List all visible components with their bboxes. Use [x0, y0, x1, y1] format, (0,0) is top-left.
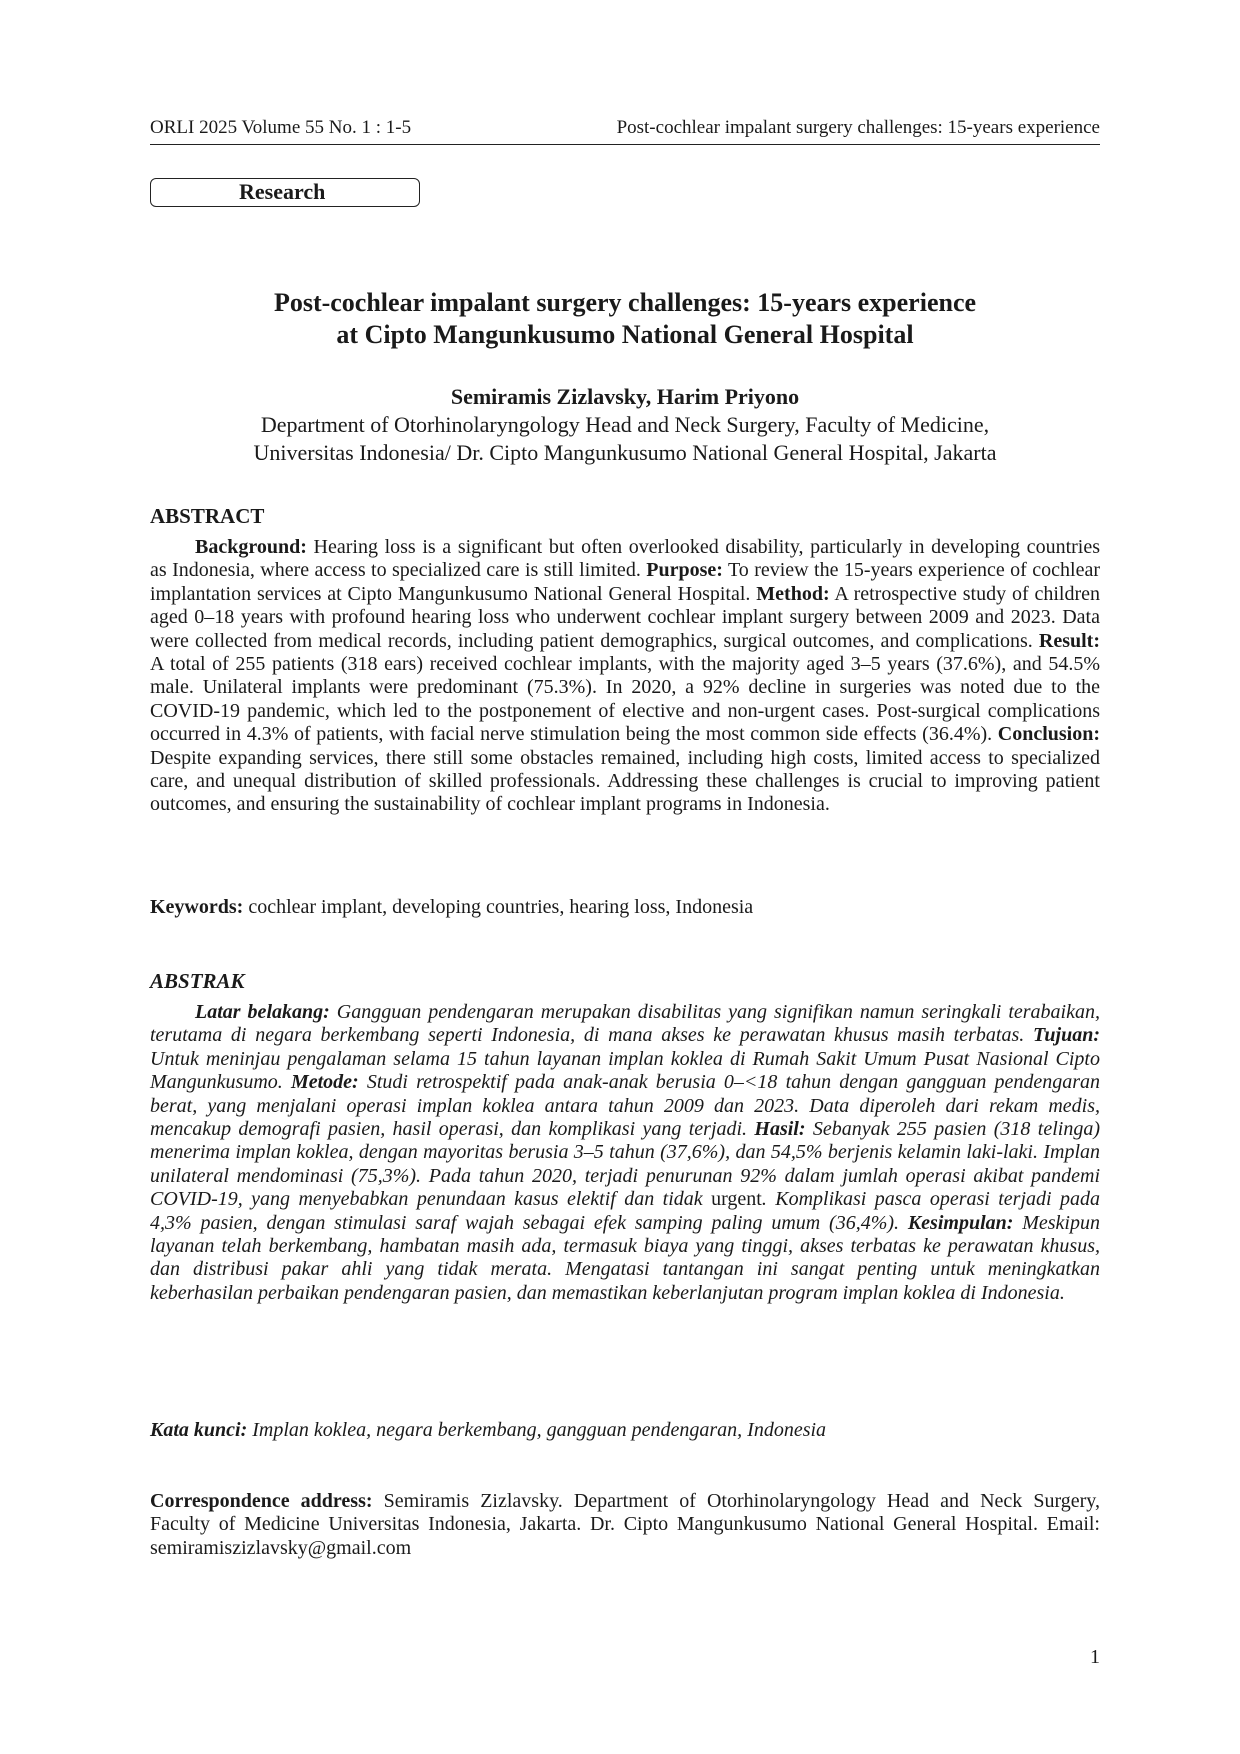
title-line-1: Post-cochlear impalant surgery challenges: 15-years experience [273, 288, 977, 317]
title-line-2: at Cipto Mangunkusumo National General Hospital [336, 320, 914, 349]
kata-kunci-label: Kata kunci: [150, 1419, 248, 1441]
article-type-badge: Research [150, 178, 420, 207]
hasil-text-b: . Komplikasi pasca operasi terjadi pada 4,3% pasien, dengan stimulasi saraf wajah sebagai efek samping paling umum (36,4%). [150, 1188, 1100, 1234]
hasil-label: Hasil: [754, 1118, 806, 1141]
metode-label: Metode: [290, 1071, 359, 1094]
tujuan-label: Tujuan: [1032, 1024, 1100, 1047]
tujuan-text: Untuk meninjau pengalaman selama 15 tahun layanan implan koklea di Rumah Sakit Umum Pusat Nasional Cipto Mangunkusumo. [150, 1047, 1100, 1094]
correspondence-label: Correspondence address: [150, 1490, 373, 1512]
result-label: Result: [1038, 629, 1100, 652]
hasil-urgent-word: urgent [711, 1188, 762, 1211]
abstrak-body [150, 1001, 1100, 1305]
conclusion-label: Conclusion: [997, 723, 1100, 746]
method-text: A retrospective study of children aged 0–18 years with profound hearing loss who underwent cochlear implant surgery between 2009 and 2023. Data were collected from medical records, including patient demographics, surgical outcomes, and complications. [150, 582, 1100, 652]
author-list: Semiramis Zizlavsky, Harim Priyono [450, 384, 800, 409]
affiliation-line-1: Department of Otorhinolaryngology Head and Neck Surgery, Faculty of Medicine, [260, 412, 990, 437]
metode-text: Studi retrospektif pada anak-anak berusia 0–<18 tahun dengan gangguan pendengaran berat, yang menjalani operasi implan koklea antara tahun 2009 dan 2023. Data diperoleh dari rekam medis, mencakup demografi pasien, hasil operasi, dan komplikasi yang terjadi. [150, 1071, 1101, 1141]
kata-kunci-text: Implan koklea, negara berkembang, gangguan pendengaran, Indonesia [247, 1419, 827, 1441]
header-journal-info: ORLI 2025 Volume 55 No. 1 : 1-5 [150, 117, 412, 138]
affiliation [150, 411, 1100, 467]
affiliation-line-2: Universitas Indonesia/ Dr. Cipto Mangunkusumo National General Hospital, Jakarta [253, 440, 997, 465]
kesimpulan-label: Kesimpulan: [907, 1211, 1014, 1234]
kata-kunci [150, 1419, 1100, 1442]
purpose-label: Purpose: [646, 559, 723, 582]
correspondence-text: Semiramis Zizlavsky. Department of Otorhinolaryngology Head and Neck Surgery, Faculty of Medicine Universitas Indonesia, Jakarta. Dr. Cipto Mangunkusumo National General Hospital. Email: semiramiszizlavsky@gmail.com [150, 1490, 1101, 1559]
page-number: 1 [1090, 1646, 1100, 1668]
keywords-label: Keywords: [150, 896, 244, 918]
hasil-text-a: Sebanyak 255 pasien (318 telinga) menerima implan koklea, dengan mayoritas berusia 3–5 tahun (37,6%), dan 54,5% berjenis kelamin laki-laki. Implan unilateral mendominasi (75,3%). Pada tahun 2020, terjadi penurunan 92% dalam jumlah operasi akibat pandemi COVID-19, yang menyebabkan penundaan kasus elektif dan tidak [150, 1118, 1100, 1211]
latar-label: Latar belakang: [195, 1001, 330, 1023]
conclusion-text: Despite expanding services, there still some obstacles remained, including high costs, limited access to specialized care, and unequal distribution of skilled professionals. Addressing these challenges is crucial to improving patient outcomes, and ensuring the sustainability of cochlear implant programs in Indonesia. [150, 746, 1100, 816]
abstract-heading: ABSTRACT [150, 504, 265, 528]
background-text: Hearing loss is a significant but often overlooked disability, particularly in developing countries as Indonesia, where access to specialized care is still limited. [150, 536, 1100, 582]
latar-text: Gangguan pendengaran merupakan disabilitas yang signifikan namun seringkali terabaikan, terutama di negara berkembang seperti Indonesia, di mana akses ke perawatan khusus masih terbatas. [150, 1001, 1100, 1047]
article-title [150, 287, 1100, 351]
purpose-text: To review the 15-years experience of cochlear implantation services at Cipto Mangunkusumo National General Hospital. [150, 559, 1100, 605]
running-header [150, 116, 1100, 145]
header-short-title: Post-cochlear impalant surgery challenges: 15-years experience [616, 117, 1100, 138]
result-text: A total of 255 patients (318 ears) received cochlear implants, with the majority aged 3–5 years (37.6%), and 54.5% male. Unilateral implants were predominant (75.3%). In 2020, a 92% decline in surgeries was noted due to the COVID-19 pandemic, which led to the postponement of elective and non-urgent cases. Post-surgical complications occurred in 4.3% of patients, with facial nerve stimulation being the most common side effects (36.4%). [150, 653, 1100, 746]
abstrak-heading: ABSTRAK [150, 969, 245, 993]
method-label: Method: [756, 582, 830, 605]
background-label: Background: [195, 536, 307, 558]
keywords [150, 896, 1100, 919]
keywords-text: cochlear implant, developing countries, hearing loss, Indonesia [243, 896, 754, 918]
kesimpulan-text: Meskipun layanan telah berkembang, hambatan masih ada, termasuk biaya yang tinggi, akses terbatas ke perawatan khusus, dan distribusi pakar ahli yang tidak merata. Mengatasi tantangan ini sangat penting untuk meningkatkan keberhasilan perbaikan pendengaran pasien, dan memastikan keberlanjutan program implan koklea di Indonesia. [150, 1211, 1100, 1304]
abstract-body [150, 536, 1100, 817]
correspondence [150, 1490, 1100, 1560]
